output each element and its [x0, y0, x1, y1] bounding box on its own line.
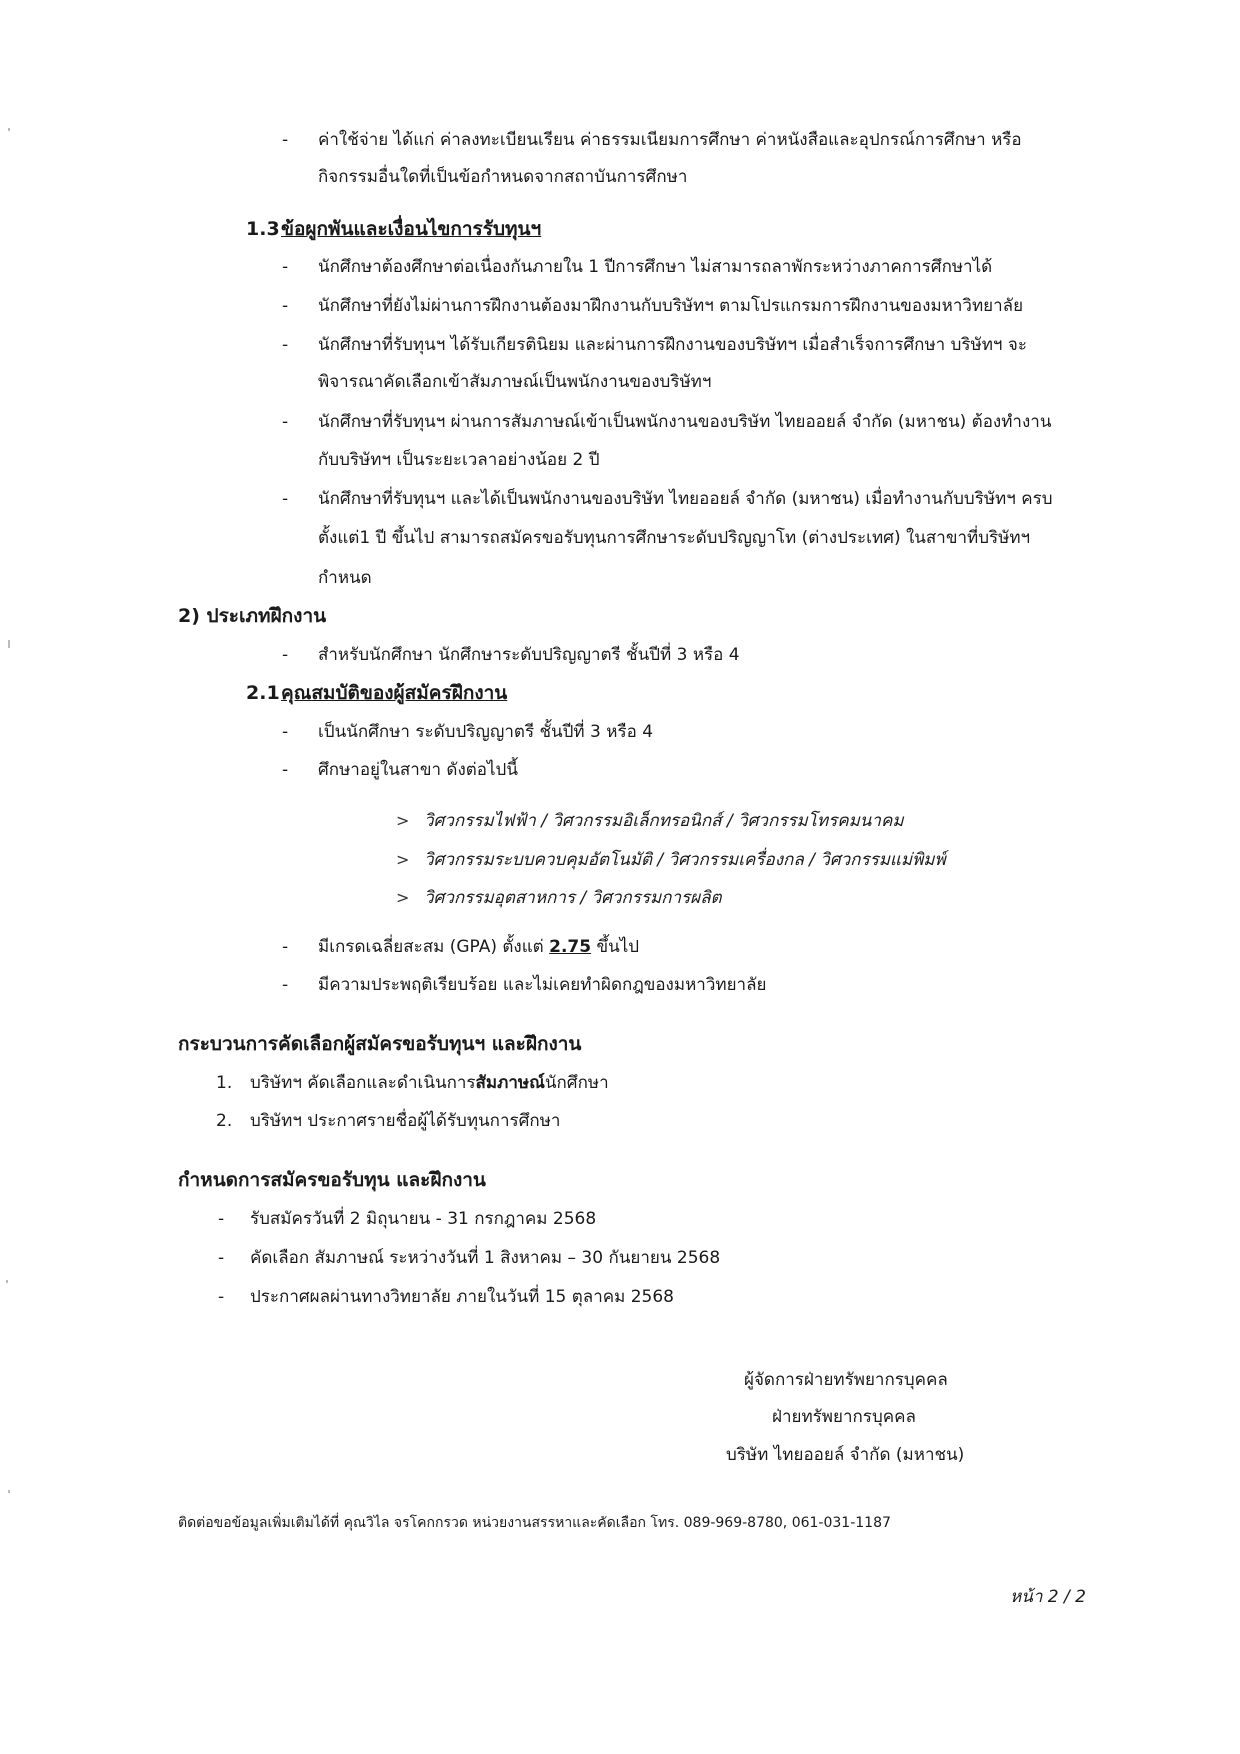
condition-2: นักศึกษาที่ยังไม่ผ่านการฝึกงานต้องมาฝึกงานกับบริษัทฯ ตามโปรแกรมการฝึกงานของมหาวิทยาลัย — [318, 296, 1024, 316]
major-2: วิศวกรรมระบบควบคุมอัตโนมัติ / วิศวกรรมเครื่องกล / วิศวกรรมแม่พิมพ์ — [424, 850, 946, 870]
bullet-dash: - — [282, 975, 289, 995]
contact-info: ติดต่อขอข้อมูลเพิ่มเติมได้ที่ คุณวิไล จรโคกกรวด หน่วยงานสรรหาและคัดเลือก โทร. 089-969-8780, 061-031-1187 — [178, 1515, 891, 1531]
bullet-dash: - — [218, 1248, 225, 1268]
bullet-dash: - — [282, 645, 289, 665]
scan-speck — [6, 1280, 8, 1283]
bullet-dash: - — [282, 489, 289, 509]
bullet-dash: - — [218, 1209, 225, 1229]
section-2-1-number: 2.1 — [246, 682, 280, 704]
qualification-2: ศึกษาอยู่ในสาขา ดังต่อไปนี้ — [318, 760, 518, 780]
scan-speck — [8, 128, 10, 131]
section-1-3-title: ข้อผูกพันและเงื่อนไขการรับทุนฯ — [281, 218, 542, 240]
selection-step-1-number: 1. — [216, 1073, 233, 1093]
qualification-gpa — [318, 935, 639, 959]
major-3: วิศวกรรมอุตสาหการ / วิศวกรรมการผลิต — [424, 888, 722, 908]
section-2-1-title: คุณสมบัติของผู้สมัครฝึกงาน — [281, 682, 508, 704]
gpa-label: มีเกรดเฉลี่ยสะสม (GPA) ตั้งแต่ — [318, 937, 550, 957]
signature-company: บริษัท ไทยออยล์ จำกัด (มหาชน) — [726, 1445, 965, 1465]
bullet-dash: - — [218, 1287, 225, 1307]
bullet-dash: - — [282, 722, 289, 742]
condition-1: นักศึกษาต้องศึกษาต่อเนื่องกันภายใน 1 ปีการศึกษา ไม่สามารถลาพักระหว่างภาคการศึกษาได้ — [318, 257, 993, 277]
selection-step-1-suffix: นักศึกษา — [544, 1073, 609, 1093]
cost-item-line-1: ค่าใช้จ่าย ได้แก่ ค่าลงทะเบียนเรียน ค่าธรรมเนียมการศึกษา ค่าหนังสือและอุปกรณ์การศึกษา หรือ — [318, 130, 1022, 150]
schedule-item-1: รับสมัครวันที่ 2 มิถุนายน - 31 กรกฎาคม 2568 — [250, 1209, 597, 1229]
condition-3-line-1: นักศึกษาที่รับทุนฯ ได้รับเกียรตินิยม และผ่านการฝึกงานของบริษัทฯ เมื่อสำเร็จการศึกษา บริษัทฯ จะ — [318, 335, 1027, 355]
schedule-item-2: คัดเลือก สัมภาษณ์ ระหว่างวันที่ 1 สิงหาคม – 30 กันยายน 2568 — [250, 1248, 721, 1268]
major-marker: > — [396, 850, 410, 869]
major-marker: > — [396, 811, 410, 830]
selection-step-2-number: 2. — [216, 1111, 233, 1131]
bullet-dash: - — [282, 937, 289, 957]
selection-title: กระบวนการคัดเลือกผู้สมัครขอรับทุนฯ และฝึกงาน — [178, 1033, 582, 1055]
signature-department: ฝ่ายทรัพยากรบุคคล — [772, 1407, 916, 1427]
gpa-suffix: ขึ้นไป — [591, 937, 640, 957]
condition-5-line-3: กำหนด — [318, 568, 372, 588]
bullet-dash: - — [282, 335, 289, 355]
bullet-dash: - — [282, 257, 289, 277]
selection-step-2: บริษัทฯ ประกาศรายชื่อผู้ได้รับทุนการศึกษา — [250, 1111, 561, 1131]
selection-step-1-bold: สัมภาษณ์ — [475, 1073, 545, 1093]
selection-step-1 — [250, 1071, 609, 1095]
qualification-4: มีความประพฤติเรียบร้อย และไม่เคยทำผิดกฎของมหาวิทยาลัย — [318, 975, 767, 995]
page-number: หน้า 2 / 2 — [1010, 1587, 1086, 1607]
condition-5-line-2: ตั้งแต่1 ปี ขึ้นไป สามารถสมัครขอรับทุนการศึกษาระดับปริญญาโท (ต่างประเทศ) ในสาขาที่บริษัทฯ — [318, 528, 1031, 548]
internship-type-item: สำหรับนักศึกษา นักศึกษาระดับปริญญาตรี ชั้นปีที่ 3 หรือ 4 — [318, 645, 740, 665]
condition-5-line-1: นักศึกษาที่รับทุนฯ และได้เป็นพนักงานของบริษัท ไทยออยล์ จำกัด (มหาชน) เมื่อทำงานกับบริษัทฯ ครบ — [318, 489, 1053, 509]
condition-4-line-1: นักศึกษาที่รับทุนฯ ผ่านการสัมภาษณ์เข้าเป็นพนักงานของบริษัท ไทยออยล์ จำกัด (มหาชน) ต้องทำงาน — [318, 412, 1052, 432]
bullet-dash: - — [282, 296, 289, 316]
scan-speck — [8, 1490, 10, 1493]
schedule-item-3: ประกาศผลผ่านทางวิทยาลัย ภายในวันที่ 15 ตุลาคม 2568 — [250, 1287, 674, 1307]
gpa-value: 2.75 — [549, 937, 592, 957]
major-marker: > — [396, 888, 410, 907]
selection-step-1-text: บริษัทฯ คัดเลือกและดำเนินการ — [250, 1073, 476, 1093]
scan-speck — [8, 640, 10, 648]
qualification-1: เป็นนักศึกษา ระดับปริญญาตรี ชั้นปีที่ 3 หรือ 4 — [318, 722, 654, 742]
section-2-title: 2) ประเภทฝึกงาน — [178, 605, 327, 627]
bullet-dash: - — [282, 130, 289, 150]
cost-item-line-2: กิจกรรมอื่นใดที่เป็นข้อกำหนดจากสถาบันการศึกษา — [318, 167, 688, 187]
condition-3-line-2: พิจารณาคัดเลือกเข้าสัมภาษณ์เป็นพนักงานของบริษัทฯ — [318, 372, 712, 392]
bullet-dash: - — [282, 760, 289, 780]
schedule-title: กำหนดการสมัครขอรับทุน และฝึกงาน — [178, 1169, 486, 1191]
signature-title: ผู้จัดการฝ่ายทรัพยากรบุคคล — [744, 1370, 948, 1390]
condition-4-line-2: กับบริษัทฯ เป็นระยะเวลาอย่างน้อย 2 ปี — [318, 450, 600, 470]
bullet-dash: - — [282, 412, 289, 432]
major-1: วิศวกรรมไฟฟ้า / วิศวกรรมอิเล็กทรอนิกส์ / วิศวกรรมโทรคมนาคม — [424, 811, 904, 831]
section-1-3-number: 1.3 — [246, 218, 280, 240]
